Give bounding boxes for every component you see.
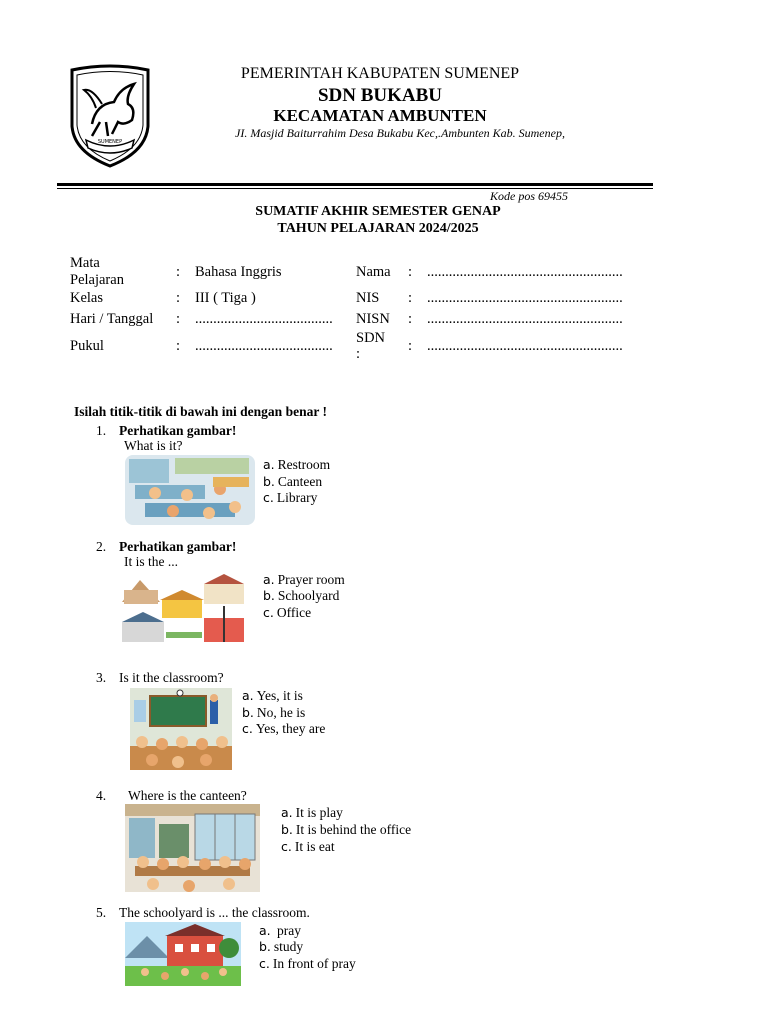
label-nisn: NISN: [356, 311, 390, 327]
value-class: III ( Tiga ): [195, 290, 256, 306]
option-text: It is behind the office: [295, 822, 412, 837]
option-letter: c.: [281, 839, 292, 854]
question-prompt: The schoolyard is ... the classroom.: [119, 905, 310, 920]
option-b[interactable]: [259, 938, 303, 955]
question-number: 2.: [96, 539, 107, 554]
exam-title: SUMATIF AKHIR SEMESTER GENAP: [255, 204, 501, 219]
option-letter: b.: [281, 822, 293, 837]
option-b[interactable]: [263, 587, 339, 604]
option-text: study: [273, 939, 304, 954]
question-number: 3.: [96, 670, 107, 685]
option-letter: c.: [259, 956, 270, 971]
value-subject: Bahasa Inggris: [195, 264, 282, 280]
question-number: 4.: [96, 788, 107, 803]
option-a[interactable]: [263, 456, 330, 473]
field-nisn[interactable]: ......................................................: [427, 311, 623, 327]
colon: :: [176, 264, 181, 280]
question-prompt: What is it?: [124, 438, 183, 453]
label-date: Hari / Tanggal: [70, 311, 154, 327]
colon: :: [176, 311, 181, 327]
label-nis: NIS: [356, 290, 380, 306]
field-sdn[interactable]: ......................................................: [427, 338, 623, 354]
academic-year: TAHUN PELAJARAN 2024/2025: [277, 221, 479, 236]
classroom-picture: [130, 688, 232, 770]
option-a[interactable]: [259, 922, 301, 939]
colon: :: [176, 290, 181, 306]
option-letter: b.: [259, 939, 271, 954]
colon: :: [408, 311, 413, 327]
question-prompt: It is the ...: [124, 554, 178, 569]
option-letter: b.: [242, 705, 254, 720]
option-letter: b.: [263, 588, 275, 603]
header-divider-thick: [57, 183, 653, 186]
postal-code: Kode pos 69455: [490, 189, 568, 203]
field-date[interactable]: ......................................: [195, 311, 333, 327]
option-text: No, he is: [256, 705, 306, 720]
question-heading: Perhatikan gambar!: [119, 423, 237, 438]
school-places-picture: [120, 572, 248, 646]
option-letter: a.: [281, 805, 293, 820]
option-b[interactable]: [263, 473, 322, 490]
option-text: It is eat: [294, 839, 335, 854]
option-text: It is play: [295, 805, 343, 820]
option-c[interactable]: [281, 838, 335, 855]
label-pelajaran: Pelajaran: [70, 272, 124, 288]
logo-text: SUMENEP: [97, 139, 123, 145]
option-c[interactable]: [242, 720, 325, 737]
option-c[interactable]: [259, 955, 356, 972]
label-kelas: Kelas: [70, 290, 104, 306]
option-c[interactable]: [263, 604, 311, 621]
option-text: Canteen: [277, 474, 323, 489]
header-school-name: SDN BUKABU: [317, 85, 443, 106]
question-heading: Perhatikan gambar!: [119, 539, 237, 554]
question-number: 1.: [96, 423, 107, 438]
colon: :: [408, 290, 413, 306]
label-time: Pukul: [70, 338, 104, 354]
canteen-picture: [125, 804, 260, 892]
option-b[interactable]: [281, 821, 411, 838]
label-sdn: SDN: [356, 330, 386, 346]
library-picture: [125, 455, 255, 525]
option-text: pray: [273, 923, 302, 938]
header-government: PEMERINTAH KABUPATEN SUMENEP: [240, 65, 520, 82]
option-letter: a.: [263, 572, 275, 587]
field-time[interactable]: ......................................: [195, 338, 333, 354]
colon: :: [176, 338, 181, 354]
header-address: JI. Masjid Baiturrahim Desa Bukabu Kec,.Ambunten Kab. Sumenep,: [235, 126, 565, 140]
colon: :: [408, 338, 413, 354]
option-a[interactable]: [263, 571, 345, 588]
option-text: Office: [276, 605, 312, 620]
question-number: 5.: [96, 905, 107, 920]
option-a[interactable]: [242, 687, 303, 704]
option-letter: b.: [263, 474, 275, 489]
question-prompt: Is it the classroom?: [119, 670, 224, 685]
option-text: Library: [276, 490, 318, 505]
option-b[interactable]: [242, 704, 305, 721]
option-letter: c.: [242, 721, 253, 736]
field-nis[interactable]: ......................................................: [427, 290, 623, 306]
option-c[interactable]: [263, 489, 317, 506]
label-mata: Mata: [70, 255, 100, 271]
schoolyard-picture: [125, 922, 241, 986]
option-text: Restroom: [277, 457, 331, 472]
colon: :: [408, 264, 413, 280]
option-text: Schoolyard: [277, 588, 340, 603]
option-a[interactable]: [281, 804, 343, 821]
option-text: Prayer room: [277, 572, 345, 587]
option-letter: a.: [242, 688, 254, 703]
option-letter: a.: [259, 923, 271, 938]
option-text: Yes, they are: [255, 721, 326, 736]
colon: :: [356, 346, 361, 362]
label-name: Nama: [356, 264, 391, 280]
field-name[interactable]: ......................................................: [427, 264, 623, 280]
option-letter: c.: [263, 490, 274, 505]
school-logo: [62, 64, 158, 170]
header-district: KECAMATAN AMBUNTEN: [273, 106, 487, 125]
option-text: In front of pray: [272, 956, 356, 971]
question-prompt: Where is the canteen?: [128, 788, 247, 803]
instruction: Isilah titik-titik di bawah ini dengan benar !: [74, 404, 327, 419]
option-text: Yes, it is: [256, 688, 303, 703]
option-letter: c.: [263, 605, 274, 620]
option-letter: a.: [263, 457, 275, 472]
